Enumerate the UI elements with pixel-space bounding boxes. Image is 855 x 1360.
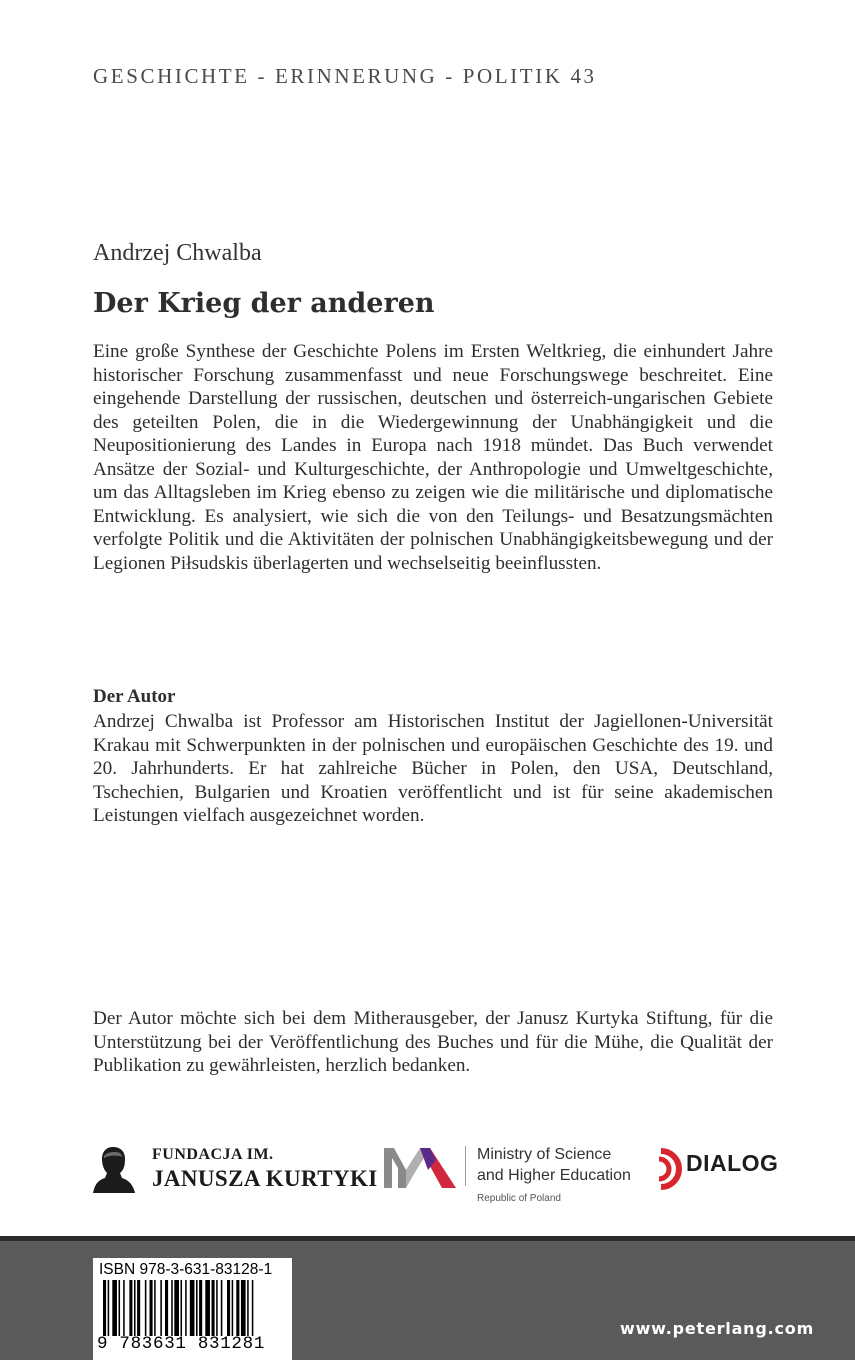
silhouette-portrait-icon	[93, 1145, 135, 1193]
series-title: GESCHICHTE - ERINNERUNG - POLITIK 43	[93, 64, 597, 88]
book-title: Der Krieg der anderen	[93, 288, 435, 319]
barcode-bars	[103, 1280, 285, 1336]
fundacja-line1: FUNDACJA IM.	[152, 1146, 274, 1163]
ministry-line3: Republic of Poland	[477, 1193, 561, 1204]
dialog-logo-text: DIALOG	[686, 1150, 779, 1176]
barcode	[93, 1258, 292, 1360]
ministry-mn-logo	[384, 1148, 456, 1188]
dialog-speech-icon	[657, 1147, 683, 1191]
isbn-number: ISBN 978-3-631-83128-1	[99, 1261, 273, 1278]
ministry-divider	[465, 1146, 466, 1186]
author-bio: Andrzej Chwalba ist Professor am Historischen Institut der Jagiellonen-Universität Krakau mit Schwerpunkten in der polnischen und europäischen Geschichte des 19. und 20. Jahrhunderts. Er hat zahlreiche Bücher in Polen, den USA, Deutschland, Tschechien, Bulgarien und Kroatien veröffentlicht und ist für seine akademischen Leistungen vielfach ausgezeichnet worden.	[93, 711, 773, 826]
ministry-line1: Ministry of Science	[477, 1146, 612, 1163]
blurb-text: Eine große Synthese der Geschichte Polens im Ersten Weltkrieg, die einhundert Jahre historischer Forschung zusammenfasst und neue Forschungswege beschreitet. Eine eingehende Darstellung der russischen, deutschen und österreich-ungarischen Gebiete des geteilten Polen, die in die Wiedergewinnung der Unabhängigkeit und die Neupositionierung des Landes in Europa nach 1918 mündet. Das Buch verwendet Ansätze der Sozial- und Kulturgeschichte, der Anthropologie und Umweltgeschichte, um das Alltagsleben im Krieg ebenso zu zeigen wie die militärische und diplomatische Entwicklung. Es analysiert, wie sich die von den Teilungs- und Besatzungsmächten verfolgte Politik und die Aktivitäten der polnischen Unabhängigkeitsbewegung und der Legionen Piłsudskis überlagerten und wechselseitig beeinflussten.	[93, 341, 773, 574]
sponsor-logos	[0, 1140, 855, 1210]
ministry-line2: and Higher Education	[477, 1167, 631, 1184]
publisher-website: www.peterlang.com	[620, 1319, 815, 1338]
ean-digits: 9 783631 831281	[97, 1334, 266, 1354]
acknowledgement-text: Der Autor möchte sich bei dem Mitherausgeber, der Janusz Kurtyka Stiftung, für die Unterstützung bei der Veröffentlichung des Buches und für die Mühe, die Qualität der Publikation zu gewährleisten, herzlich bedanken.	[93, 1008, 773, 1076]
author-heading: Der Autor	[93, 686, 176, 707]
fundacja-line2: JANUSZA KURTYKI	[152, 1166, 378, 1191]
author-name: Andrzej Chwalba	[93, 240, 262, 266]
